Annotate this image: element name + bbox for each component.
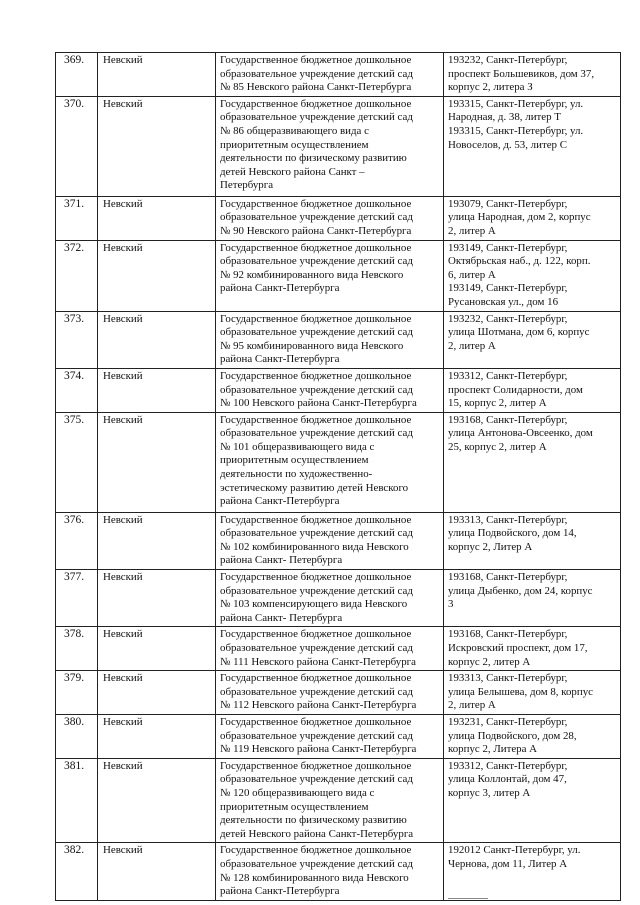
table-row bbox=[56, 758, 621, 843]
institution-cell bbox=[216, 715, 444, 759]
row-number: 369. bbox=[56, 53, 98, 97]
address-line: Русановская ул., дом 16 bbox=[448, 295, 559, 308]
address-line: улица Дыбенко, дом 24, корпус bbox=[448, 584, 593, 597]
institution-cell bbox=[216, 758, 444, 843]
institution-cell bbox=[216, 843, 444, 900]
district-cell: Невский bbox=[98, 412, 216, 512]
address-cell bbox=[444, 627, 621, 671]
institution-line: образовательное учреждение детский сад bbox=[220, 211, 413, 224]
institution-line: деятельности по физическому развитию bbox=[220, 814, 407, 827]
institution-line: приоритетным осуществлением bbox=[220, 800, 369, 813]
table-row bbox=[56, 671, 621, 715]
row-number: 372. bbox=[56, 240, 98, 311]
address-line: 193079, Санкт-Петербург, bbox=[448, 197, 568, 210]
address-line: 6, литер А bbox=[448, 268, 496, 281]
row-number: 370. bbox=[56, 96, 98, 196]
address-line: корпус 2, Литера А bbox=[448, 743, 538, 756]
address-line: 193232, Санкт-Петербург, bbox=[448, 54, 568, 66]
institution-line: № 128 комбинированного вида Невского bbox=[220, 871, 409, 884]
address-cell bbox=[444, 53, 621, 97]
table-row bbox=[56, 196, 621, 240]
district-cell: Невский bbox=[98, 627, 216, 671]
address-line: улица Народная, дом 2, корпус bbox=[448, 211, 591, 224]
row-number: 378. bbox=[56, 627, 98, 671]
table-row bbox=[56, 570, 621, 627]
address-block bbox=[448, 716, 617, 757]
table-body bbox=[56, 53, 621, 901]
district-cell: Невский bbox=[98, 715, 216, 759]
address-cell bbox=[444, 671, 621, 715]
address-block bbox=[448, 98, 617, 125]
address-block bbox=[448, 514, 617, 555]
address-cell bbox=[444, 715, 621, 759]
institution-line: Государственное бюджетное дошкольное bbox=[220, 844, 412, 857]
institution-line: района Санкт-Петербурга bbox=[220, 885, 340, 898]
institution-line: района Санкт-Петербурга bbox=[220, 282, 340, 295]
address-line: 193232, Санкт-Петербург, bbox=[448, 312, 568, 325]
table-row bbox=[56, 715, 621, 759]
address-line: 193149, Санкт-Петербург, bbox=[448, 282, 568, 295]
address-cell bbox=[444, 311, 621, 368]
table-row bbox=[56, 412, 621, 512]
institution-line: образовательное учреждение детский сад bbox=[220, 857, 413, 870]
institution-cell bbox=[216, 412, 444, 512]
district-cell: Невский bbox=[98, 570, 216, 627]
address-line: 193168, Санкт-Петербург, bbox=[448, 628, 568, 641]
institution-line: № 101 общеразвивающего вида с bbox=[220, 440, 375, 453]
institution-line: образовательное учреждение детский сад bbox=[220, 67, 413, 80]
table-row bbox=[56, 311, 621, 368]
institution-line: деятельности по физическому развитию bbox=[220, 152, 407, 165]
institution-line: № 103 компенсирующего вида Невского bbox=[220, 598, 408, 611]
institution-line: района Санкт- Петербурга bbox=[220, 554, 343, 567]
institution-line: № 100 Невского района Санкт-Петербурга bbox=[220, 397, 417, 410]
institution-line: образовательное учреждение детский сад bbox=[220, 383, 413, 396]
institution-line: Государственное бюджетное дошкольное bbox=[220, 369, 412, 382]
row-number: 379. bbox=[56, 671, 98, 715]
address-line: проспект Большевиков, дом 37, bbox=[448, 67, 595, 80]
address-line: проспект Солидарности, дом bbox=[448, 383, 583, 396]
institution-cell bbox=[216, 96, 444, 196]
address-line: корпус 2, Литер А bbox=[448, 540, 533, 553]
address-line: корпус 2, литера З bbox=[448, 81, 533, 94]
address-block bbox=[448, 282, 617, 309]
district-cell: Невский bbox=[98, 196, 216, 240]
institution-line: деятельности по художественно- bbox=[220, 468, 373, 481]
address-line: корпус 3, литер А bbox=[448, 786, 531, 799]
institution-line: Государственное бюджетное дошкольное bbox=[220, 241, 412, 254]
institution-line: № 90 Невского района Санкт-Петербурга bbox=[220, 224, 412, 237]
institution-cell bbox=[216, 196, 444, 240]
address-line: 15, корпус 2, литер А bbox=[448, 397, 547, 410]
address-cell bbox=[444, 758, 621, 843]
institution-cell bbox=[216, 53, 444, 97]
table-row bbox=[56, 96, 621, 196]
scan-artifact bbox=[448, 898, 488, 899]
institution-line: образовательное учреждение детский сад bbox=[220, 111, 413, 124]
institution-line: образовательное учреждение детский сад bbox=[220, 685, 413, 698]
institution-line: образовательное учреждение детский сад bbox=[220, 427, 413, 440]
address-line: Октябрьская наб., д. 122, корп. bbox=[448, 255, 591, 268]
address-line: Народная, д. 38, литер Т bbox=[448, 111, 561, 124]
row-number: 373. bbox=[56, 311, 98, 368]
institution-line: Петербурга bbox=[220, 179, 274, 192]
district-cell: Невский bbox=[98, 671, 216, 715]
table-row bbox=[56, 843, 621, 900]
row-number: 377. bbox=[56, 570, 98, 627]
address-cell bbox=[444, 240, 621, 311]
address-line: улица Подвойского, дом 28, bbox=[448, 729, 577, 742]
institution-line: образовательное учреждение детский сад bbox=[220, 642, 413, 655]
table-row bbox=[56, 512, 621, 569]
address-line: 193168, Санкт-Петербург, bbox=[448, 571, 568, 584]
row-number: 371. bbox=[56, 196, 98, 240]
address-block bbox=[448, 313, 617, 354]
institution-line: образовательное учреждение детский сад bbox=[220, 584, 413, 597]
institution-cell bbox=[216, 368, 444, 412]
address-line: 193313, Санкт-Петербург, bbox=[448, 672, 568, 685]
institution-line: Государственное бюджетное дошкольное bbox=[220, 54, 412, 66]
institution-line: № 112 Невского района Санкт-Петербурга bbox=[220, 699, 417, 712]
institution-line: образовательное учреждение детский сад bbox=[220, 773, 413, 786]
institution-line: образовательное учреждение детский сад bbox=[220, 255, 413, 268]
address-line: Чернова, дом 11, Литер А bbox=[448, 857, 568, 870]
institution-cell bbox=[216, 311, 444, 368]
institution-line: района Санкт-Петербурга bbox=[220, 495, 340, 508]
address-block bbox=[448, 198, 617, 239]
address-line: улица Подвойского, дом 14, bbox=[448, 527, 577, 540]
institution-line: Государственное бюджетное дошкольное bbox=[220, 571, 412, 584]
institution-line: Государственное бюджетное дошкольное bbox=[220, 413, 412, 426]
institution-line: № 120 общеразвивающего вида с bbox=[220, 786, 375, 799]
institution-line: Государственное бюджетное дошкольное bbox=[220, 97, 412, 110]
institution-line: № 102 комбинированного вида Невского bbox=[220, 540, 409, 553]
institution-line: Государственное бюджетное дошкольное bbox=[220, 197, 412, 210]
institution-cell bbox=[216, 240, 444, 311]
institution-line: приоритетным осуществлением bbox=[220, 138, 369, 151]
institution-line: приоритетным осуществлением bbox=[220, 454, 369, 467]
district-cell: Невский bbox=[98, 311, 216, 368]
address-cell bbox=[444, 412, 621, 512]
address-block bbox=[448, 125, 617, 152]
institution-line: № 119 Невского района Санкт-Петербурга bbox=[220, 743, 417, 756]
address-line: 25, корпус 2, литер А bbox=[448, 440, 547, 453]
address-line: 2, литер А bbox=[448, 339, 496, 352]
address-line: 193312, Санкт-Петербург, bbox=[448, 759, 568, 772]
institution-line: № 111 Невского района Санкт-Петербурга bbox=[220, 655, 416, 668]
institution-line: Государственное бюджетное дошкольное bbox=[220, 312, 412, 325]
district-cell: Невский bbox=[98, 758, 216, 843]
address-line: 2, литер А bbox=[448, 224, 496, 237]
institution-cell bbox=[216, 570, 444, 627]
address-block bbox=[448, 628, 617, 669]
institutions-table bbox=[55, 52, 621, 901]
address-cell bbox=[444, 196, 621, 240]
address-line: 193313, Санкт-Петербург, bbox=[448, 513, 568, 526]
row-number: 380. bbox=[56, 715, 98, 759]
institution-cell bbox=[216, 627, 444, 671]
address-cell bbox=[444, 368, 621, 412]
institution-line: эстетическому развитию детей Невского bbox=[220, 481, 409, 494]
address-line: корпус 2, литер А bbox=[448, 655, 531, 668]
table-row bbox=[56, 53, 621, 97]
institution-line: Государственное бюджетное дошкольное bbox=[220, 759, 412, 772]
address-block bbox=[448, 242, 617, 283]
address-block bbox=[448, 571, 617, 612]
address-line: улица Коллонтай, дом 47, bbox=[448, 773, 567, 786]
address-line: 193315, Санкт-Петербург, ул. bbox=[448, 124, 584, 137]
institution-line: детей Невского района Санкт-Петербурга bbox=[220, 827, 414, 840]
row-number: 376. bbox=[56, 512, 98, 569]
institution-line: № 85 Невского района Санкт-Петербурга bbox=[220, 81, 412, 94]
district-cell: Невский bbox=[98, 240, 216, 311]
address-line: Новоселов, д. 53, литер С bbox=[448, 138, 567, 151]
address-line: Искровский проспект, дом 17, bbox=[448, 642, 588, 655]
institution-line: Государственное бюджетное дошкольное bbox=[220, 672, 412, 685]
institution-line: образовательное учреждение детский сад bbox=[220, 326, 413, 339]
institution-line: детей Невского района Санкт – bbox=[220, 165, 365, 178]
address-line: улица Белышева, дом 8, корпус bbox=[448, 685, 593, 698]
address-block bbox=[448, 844, 617, 871]
address-block bbox=[448, 370, 617, 411]
address-line: 3 bbox=[448, 598, 454, 611]
address-block bbox=[448, 414, 617, 455]
table-row bbox=[56, 368, 621, 412]
table-row bbox=[56, 627, 621, 671]
district-cell: Невский bbox=[98, 512, 216, 569]
address-line: 193168, Санкт-Петербург, bbox=[448, 413, 568, 426]
institution-line: района Санкт-Петербурга bbox=[220, 353, 340, 366]
district-cell: Невский bbox=[98, 96, 216, 196]
address-cell bbox=[444, 96, 621, 196]
address-block bbox=[448, 54, 617, 95]
address-block bbox=[448, 760, 617, 801]
row-number: 382. bbox=[56, 843, 98, 900]
row-number: 381. bbox=[56, 758, 98, 843]
institution-line: Государственное бюджетное дошкольное bbox=[220, 513, 412, 526]
row-number: 375. bbox=[56, 412, 98, 512]
address-line: 193312, Санкт-Петербург, bbox=[448, 369, 568, 382]
address-line: улица Шотмана, дом 6, корпус bbox=[448, 326, 590, 339]
institution-line: образовательное учреждение детский сад bbox=[220, 729, 413, 742]
address-block bbox=[448, 672, 617, 713]
address-line: 2, литер А bbox=[448, 699, 496, 712]
address-line: 193149, Санкт-Петербург, bbox=[448, 241, 568, 254]
address-line: улица Антонова-Овсеенко, дом bbox=[448, 427, 593, 440]
institution-cell bbox=[216, 512, 444, 569]
district-cell: Невский bbox=[98, 843, 216, 900]
institution-line: образовательное учреждение детский сад bbox=[220, 527, 413, 540]
institution-line: района Санкт- Петербурга bbox=[220, 611, 343, 624]
institution-line: № 95 комбинированного вида Невского bbox=[220, 339, 404, 352]
address-line: 193231, Санкт-Петербург, bbox=[448, 716, 568, 728]
address-cell bbox=[444, 843, 621, 900]
address-cell bbox=[444, 512, 621, 569]
district-cell: Невский bbox=[98, 368, 216, 412]
institution-line: № 92 комбинированного вида Невского bbox=[220, 268, 404, 281]
row-number: 374. bbox=[56, 368, 98, 412]
institution-line: Государственное бюджетное дошкольное bbox=[220, 628, 412, 641]
address-line: 192012 Санкт-Петербург, ул. bbox=[448, 844, 581, 857]
institution-line: Государственное бюджетное дошкольное bbox=[220, 716, 412, 728]
institution-line: № 86 общеразвивающего вида с bbox=[220, 124, 369, 137]
address-line: 193315, Санкт-Петербург, ул. bbox=[448, 97, 584, 110]
table-row bbox=[56, 240, 621, 311]
address-cell bbox=[444, 570, 621, 627]
institution-cell bbox=[216, 671, 444, 715]
district-cell: Невский bbox=[98, 53, 216, 97]
